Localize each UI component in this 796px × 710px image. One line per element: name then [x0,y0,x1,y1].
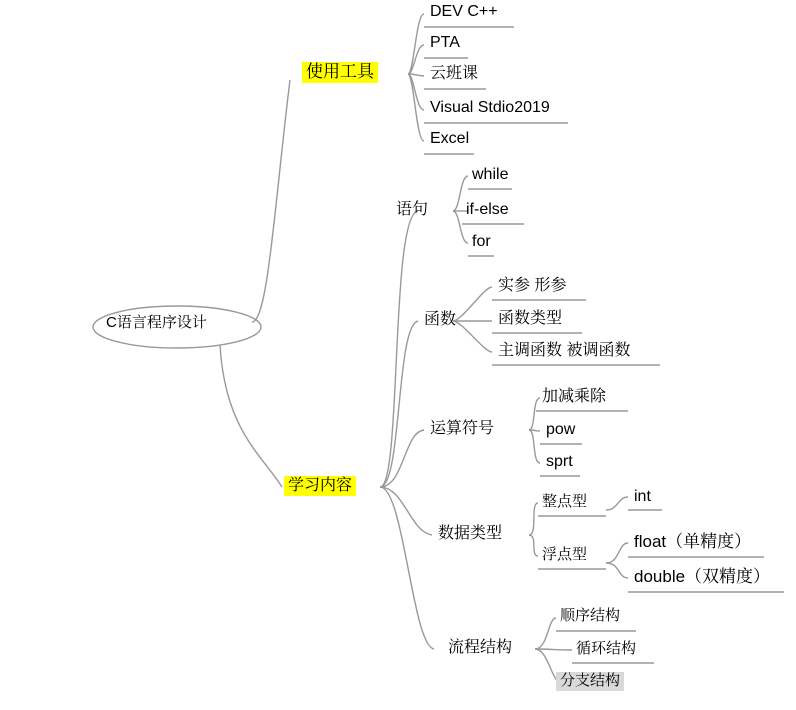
node-data-types[interactable] [434,524,506,544]
node-functions-label: 函数 [424,311,457,328]
node-visual-studio-label: Visual Stdio2019 [430,99,550,116]
node-args[interactable] [494,276,570,296]
node-caller-callee[interactable] [494,341,634,361]
node-caller-callee-label: 主调函数 被调函数 [498,342,631,359]
node-operators-label: 运算符号 [430,420,495,437]
node-statements-label: 语句 [396,201,429,218]
node-statements[interactable] [392,200,432,220]
node-sprt[interactable] [542,452,577,472]
node-sequence-structure[interactable] [556,607,624,626]
branch-content[interactable] [284,476,356,496]
node-float[interactable] [630,532,755,553]
node-while-label: while [472,166,509,183]
node-pta-label: PTA [430,34,460,51]
node-arithmetic[interactable] [538,387,610,407]
node-int[interactable] [630,487,655,507]
root-label: C语言程序设计 [106,314,207,331]
node-control-flow-label: 流程结构 [448,639,513,656]
node-yunbanke[interactable] [426,64,482,84]
node-dev-cpp[interactable] [426,2,502,22]
node-pta[interactable] [426,33,464,53]
node-function-type[interactable] [494,309,566,329]
node-yunbanke-label: 云班课 [430,65,479,82]
branch-tools[interactable] [302,62,378,83]
node-double-label: double（双精度） [634,567,771,586]
node-dev-cpp-label: DEV C++ [430,3,498,20]
node-sprt-label: sprt [546,453,573,470]
node-branch-structure[interactable] [556,672,624,691]
node-while[interactable] [468,165,512,185]
node-pow-label: pow [546,421,576,438]
node-float-label: float（单精度） [634,532,752,551]
node-branch-structure-label: 分支结构 [560,672,621,689]
node-loop-structure[interactable] [572,640,640,659]
node-excel[interactable] [426,129,473,149]
node-float-type-label: 浮点型 [542,546,588,563]
node-loop-structure-label: 循环结构 [576,640,637,657]
branch-tools-label: 使用工具 [306,62,374,81]
node-arithmetic-label: 加减乘除 [542,388,607,405]
node-integer-type[interactable] [538,493,591,512]
node-pow[interactable] [542,420,579,440]
node-function-type-label: 函数类型 [498,310,563,327]
node-visual-studio[interactable] [426,98,554,118]
node-int-label: int [634,488,651,505]
node-sequence-structure-label: 顺序结构 [560,607,621,624]
node-args-label: 实参 形参 [498,277,567,294]
node-integer-type-label: 整点型 [542,493,588,510]
node-for-label: for [472,233,491,250]
node-float-type[interactable] [538,546,591,565]
node-if-else-label: if-else [466,201,509,218]
node-data-types-label: 数据类型 [438,525,503,542]
branch-content-label: 学习内容 [288,477,353,494]
node-for[interactable] [468,232,495,252]
node-operators[interactable] [426,419,498,439]
node-if-else[interactable] [462,200,513,220]
root-outline [92,305,262,349]
node-excel-label: Excel [430,130,470,147]
node-functions[interactable] [420,310,460,330]
node-double[interactable] [630,567,774,588]
node-control-flow[interactable] [444,638,516,658]
